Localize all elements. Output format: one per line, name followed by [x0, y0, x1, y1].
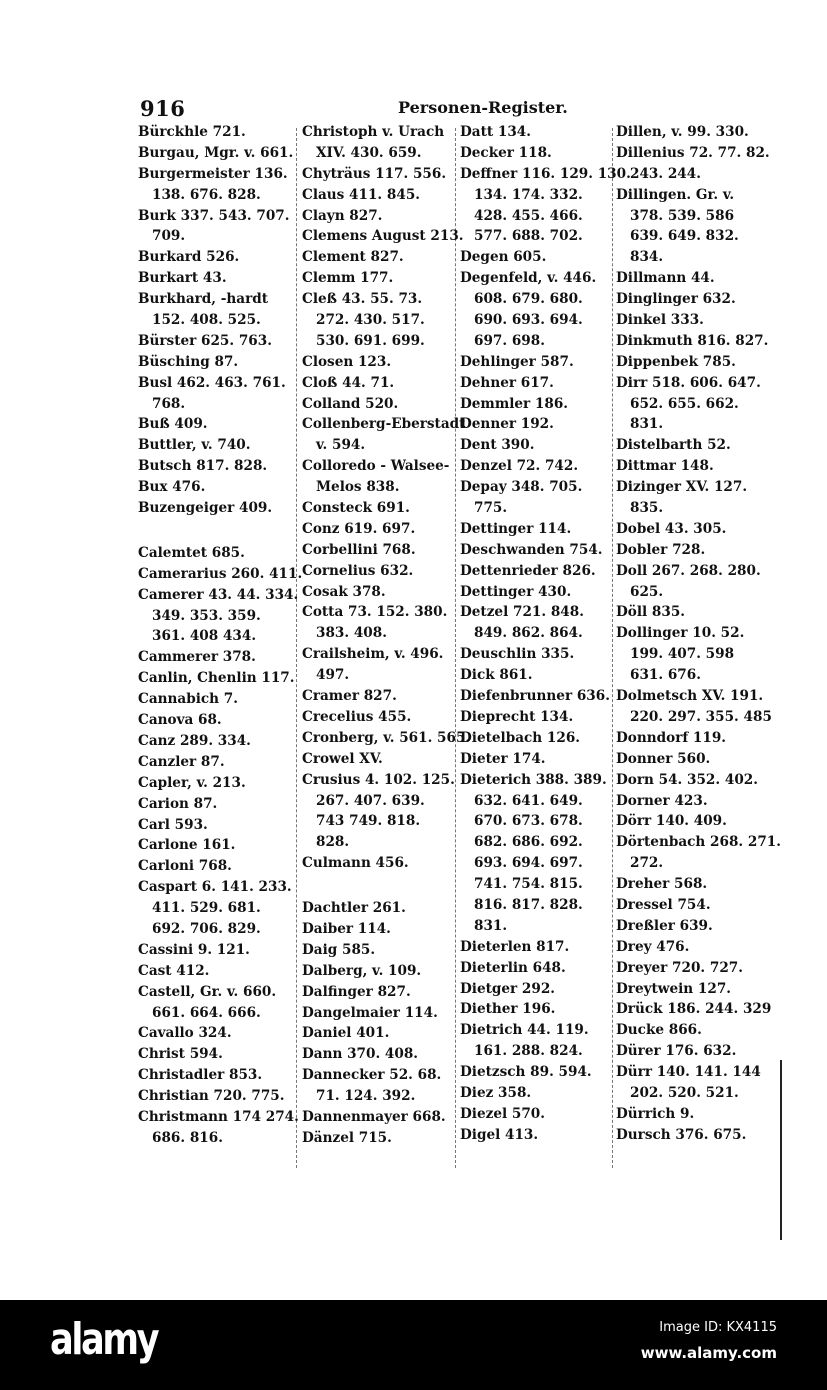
- index-entry-continuation: 816. 817. 828.: [474, 896, 583, 913]
- index-entry: Diether 196.: [460, 1001, 556, 1018]
- page-number: 916: [140, 96, 186, 121]
- index-entry: Distelbarth 52.: [616, 437, 731, 454]
- index-entry-continuation: 828.: [316, 834, 350, 851]
- index-entry: Döll 835.: [616, 604, 686, 621]
- index-entry: Dörr 140. 409.: [616, 813, 727, 830]
- index-entry-continuation: 768.: [152, 395, 186, 412]
- index-entry: Diezel 570.: [460, 1105, 545, 1122]
- index-entry: Bürckhle 721.: [138, 124, 246, 140]
- running-head: Personen-Register.: [398, 98, 568, 117]
- index-entry: Buß 409.: [138, 416, 208, 433]
- index-entry: Burkhard, -hardt: [138, 291, 269, 308]
- index-entry: Dursch 376. 675.: [616, 1126, 747, 1143]
- index-entry: Buttler, v. 740.: [138, 437, 251, 454]
- index-entry: Clayn 827.: [302, 207, 383, 224]
- index-entry-continuation: 349. 353. 359.: [152, 607, 261, 624]
- index-entry: Dangelmaier 114.: [302, 1004, 438, 1021]
- index-entry: Dalberg, v. 109.: [302, 962, 422, 979]
- index-entry-continuation: 631. 676.: [630, 667, 701, 684]
- index-entry: Cannabich 7.: [138, 691, 238, 708]
- index-entry: Canz 289. 334.: [138, 732, 251, 749]
- index-entry: Burk 337. 543. 707.: [138, 207, 290, 224]
- index-entry: Christoph v. Urach: [302, 124, 445, 140]
- index-entry: Digel 413.: [460, 1126, 539, 1143]
- index-entry: Dietrich 44. 119.: [460, 1022, 589, 1039]
- index-entry: Dent 390.: [460, 437, 535, 454]
- index-entry-continuation: 530. 691. 699.: [316, 332, 425, 349]
- index-entry: Burgau, Mgr. v. 661.: [138, 144, 294, 161]
- index-entry-continuation: 383. 408.: [316, 625, 387, 642]
- index-column-4: [616, 122, 781, 1146]
- index-entry: Dressel 754.: [616, 896, 711, 913]
- page-edge-line: [780, 1060, 782, 1240]
- index-entry: Diez 358.: [460, 1084, 532, 1101]
- index-entry: Dick 861.: [460, 667, 533, 684]
- index-entry: Dillingen. Gr. v.: [616, 186, 735, 203]
- index-entry: Degen 605.: [460, 249, 547, 266]
- index-entry: Christian 720. 775.: [138, 1088, 285, 1105]
- index-entry: Burkard 526.: [138, 249, 240, 266]
- index-entry: Bürster 625. 763.: [138, 332, 272, 349]
- index-entry: Busl 462. 463. 761.: [138, 374, 286, 391]
- index-entry-continuation: 202. 520. 521.: [630, 1084, 739, 1101]
- index-entry: Demmler 186.: [460, 395, 569, 412]
- index-entry-continuation: 199. 407. 598: [630, 646, 735, 663]
- index-entry-continuation: 690. 693. 694.: [474, 312, 583, 329]
- watermark-bar: [0, 1300, 827, 1390]
- index-entry-continuation: 243. 244.: [630, 165, 701, 182]
- index-entry: Colland 520.: [302, 395, 399, 412]
- index-entry: Dieter 174.: [460, 750, 546, 767]
- index-entry: Carion 87.: [138, 795, 218, 812]
- index-entry: Denzel 72. 742.: [460, 458, 579, 475]
- index-entry: Ducke 866.: [616, 1022, 702, 1039]
- index-entry: Camerarius 260. 411.: [138, 565, 303, 582]
- index-entry: Deschwanden 754.: [460, 541, 603, 558]
- index-entry: Consteck 691.: [302, 500, 410, 517]
- index-entry: Dürrich 9.: [616, 1105, 695, 1122]
- index-entry: Carlone 161.: [138, 837, 236, 854]
- index-entry: Canlin, Chenlin 117.: [138, 670, 295, 687]
- index-entry: Dehner 617.: [460, 374, 554, 391]
- index-entry-continuation: XIV. 430. 659.: [316, 144, 422, 161]
- index-entry: Clemens August 213.: [302, 228, 464, 245]
- alamy-logo: alamy: [50, 1314, 158, 1365]
- index-entry: Dizinger XV. 127.: [616, 479, 748, 496]
- index-entry-continuation: 661. 664. 666.: [152, 1004, 261, 1021]
- index-entry: Carloni 768.: [138, 858, 232, 875]
- index-entry: Dinglinger 632.: [616, 291, 736, 308]
- index-entry: Dieterlen 817.: [460, 938, 570, 955]
- index-entry: Bux 476.: [138, 479, 206, 496]
- index-entry-continuation: 272. 430. 517.: [316, 312, 425, 329]
- index-entry: Clement 827.: [302, 249, 404, 266]
- index-entry: Christmann 174 274.: [138, 1108, 299, 1125]
- index-entry: Dolmetsch XV. 191.: [616, 688, 764, 705]
- index-entry: Crusius 4. 102. 125.: [302, 771, 455, 788]
- index-entry: Capler, v. 213.: [138, 774, 246, 791]
- index-entry: Crowel XV.: [302, 750, 383, 767]
- index-entry: Dieprecht 134.: [460, 708, 574, 725]
- index-entry: Dannenmayer 668.: [302, 1108, 446, 1125]
- index-entry-continuation: 834.: [630, 249, 664, 266]
- index-column-3: [460, 122, 631, 1146]
- index-entry: Dalfinger 827.: [302, 983, 411, 1000]
- index-entry-continuation: 378. 539. 586: [630, 207, 735, 224]
- index-entry: Canova 68.: [138, 712, 222, 729]
- index-entry: Drück 186. 244. 329: [616, 1001, 772, 1018]
- index-entry: Collenberg-Eberstadt: [302, 416, 466, 433]
- index-entry-continuation: 220. 297. 355. 485: [630, 708, 772, 725]
- index-entry-continuation: 428. 455. 466.: [474, 207, 583, 224]
- index-entry: Donner 560.: [616, 750, 711, 767]
- index-entry: Degenfeld, v. 446.: [460, 270, 597, 287]
- index-entry: Chyträus 117. 556.: [302, 165, 447, 182]
- index-entry: Canzler 87.: [138, 753, 225, 770]
- index-entry: Dannecker 52. 68.: [302, 1067, 442, 1084]
- index-entry: Dreher 568.: [616, 876, 708, 893]
- index-entry: Buzengeiger 409.: [138, 500, 273, 517]
- index-entry: Dinkel 333.: [616, 312, 704, 329]
- index-entry: Christ 594.: [138, 1046, 223, 1063]
- index-entry: Carl 593.: [138, 816, 208, 833]
- index-entry: Dettinger 430.: [460, 583, 572, 600]
- index-entry-continuation: 71. 124. 392.: [316, 1088, 416, 1105]
- index-entry-continuation: 272.: [630, 855, 664, 872]
- index-entry-continuation: 849. 862. 864.: [474, 625, 583, 642]
- index-entry: Deffner 116. 129. 130.: [460, 165, 631, 182]
- index-entry-continuation: 831.: [474, 917, 508, 934]
- index-entry: Doll 267. 268. 280.: [616, 562, 761, 579]
- index-entry: Dorner 423.: [616, 792, 708, 809]
- index-entry: Dittmar 148.: [616, 458, 714, 475]
- index-entry-continuation: 134. 174. 332.: [474, 186, 583, 203]
- index-entry: Dirr 518. 606. 647.: [616, 374, 761, 391]
- index-entry: Dollinger 10. 52.: [616, 625, 745, 642]
- index-entry: Diefenbrunner 636.: [460, 688, 610, 705]
- index-entry: Dörtenbach 268. 271.: [616, 834, 781, 851]
- index-entry-continuation: 138. 676. 828.: [152, 186, 261, 203]
- index-entry: Burgermeister 136.: [138, 165, 288, 182]
- index-entry: Cotta 73. 152. 380.: [302, 604, 448, 621]
- index-entry: Conz 619. 697.: [302, 520, 416, 537]
- index-entry-continuation: 682. 686. 692.: [474, 834, 583, 851]
- index-entry: Christadler 853.: [138, 1067, 263, 1084]
- index-entry: Cramer 827.: [302, 688, 397, 705]
- index-entry: Dillen, v. 99. 330.: [616, 124, 749, 140]
- index-entry: Claus 411. 845.: [302, 186, 421, 203]
- index-entry: Dänzel 715.: [302, 1129, 392, 1146]
- index-entry-continuation: 652. 655. 662.: [630, 395, 739, 412]
- index-entry: Cronberg, v. 561. 565.: [302, 729, 471, 746]
- index-entry: Dreßler 639.: [616, 917, 713, 934]
- index-entry: Dettinger 114.: [460, 520, 572, 537]
- index-entry-continuation: 692. 706. 829.: [152, 920, 261, 937]
- index-entry: Cosak 378.: [302, 583, 386, 600]
- index-entry: Cavallo 324.: [138, 1025, 232, 1042]
- index-entry: Dettenrieder 826.: [460, 562, 596, 579]
- index-column-2: [302, 122, 471, 1149]
- index-entry-continuation: Melos 838.: [316, 479, 400, 496]
- index-entry-continuation: 361. 408 434.: [152, 628, 257, 645]
- index-column-1: [138, 122, 303, 1149]
- index-entry: Deuschlin 335.: [460, 646, 575, 663]
- index-entry: Dürer 176. 632.: [616, 1043, 737, 1060]
- index-entry-continuation: 835.: [630, 500, 664, 517]
- index-entry-continuation: 267. 407. 639.: [316, 792, 425, 809]
- index-entry: Closen 123.: [302, 353, 392, 370]
- index-entry-continuation: v. 594.: [316, 437, 366, 454]
- site-url: www.alamy.com: [640, 1344, 777, 1362]
- index-entry: Depay 348. 705.: [460, 479, 583, 496]
- index-entry: Cammerer 378.: [138, 649, 256, 666]
- index-entry: Crecelius 455.: [302, 708, 412, 725]
- index-entry: Daig 585.: [302, 941, 376, 958]
- index-entry: Cleß 43. 55. 73.: [302, 291, 423, 308]
- image-id: Image ID: KX4115: [659, 1320, 777, 1335]
- index-entry: Dehlinger 587.: [460, 353, 574, 370]
- index-entry-continuation: 741. 754. 815.: [474, 876, 583, 893]
- index-entry: Dürr 140. 141. 144: [616, 1064, 761, 1081]
- index-entry: Büsching 87.: [138, 353, 239, 370]
- index-entry: Donndorf 119.: [616, 729, 727, 746]
- index-entry: Dinkmuth 816. 827.: [616, 332, 769, 349]
- index-entry: Dobel 43. 305.: [616, 520, 727, 537]
- index-entry-continuation: 625.: [630, 583, 664, 600]
- index-entry: Dietger 292.: [460, 980, 556, 997]
- index-entry: Butsch 817. 828.: [138, 458, 268, 475]
- section-gap: [138, 519, 298, 543]
- index-entry-continuation: 775.: [474, 500, 508, 517]
- index-entry: Dippenbek 785.: [616, 353, 736, 370]
- index-entry: Dieterich 388. 389.: [460, 771, 607, 788]
- index-entry-continuation: 686. 816.: [152, 1129, 223, 1146]
- index-entry: Cast 412.: [138, 962, 210, 979]
- index-entry: Culmann 456.: [302, 855, 409, 872]
- index-entry: Daiber 114.: [302, 920, 391, 937]
- index-entry-continuation: 831.: [630, 416, 664, 433]
- index-entry: Drey 476.: [616, 938, 690, 955]
- index-entry: Dobler 728.: [616, 541, 706, 558]
- index-entry: Dillenius 72. 77. 82.: [616, 144, 770, 161]
- index-entry: Cornelius 632.: [302, 562, 414, 579]
- index-entry: Calemtet 685.: [138, 544, 245, 561]
- index-entry: Dietelbach 126.: [460, 729, 581, 746]
- index-entry: Dietzsch 89. 594.: [460, 1064, 592, 1081]
- index-entry: Colloredo - Walsee-: [302, 458, 450, 475]
- index-entry: Daniel 401.: [302, 1025, 390, 1042]
- index-entry: Cassini 9. 121.: [138, 941, 250, 958]
- index-entry-continuation: 743 749. 818.: [316, 813, 421, 830]
- index-entry-continuation: 497.: [316, 667, 350, 684]
- index-entry: Dorn 54. 352. 402.: [616, 771, 758, 788]
- index-entry: Corbellini 768.: [302, 541, 416, 558]
- index-entry-continuation: 152. 408. 525.: [152, 312, 261, 329]
- index-entry: Cloß 44. 71.: [302, 374, 395, 391]
- index-entry: Datt 134.: [460, 124, 531, 140]
- section-gap: [302, 874, 462, 898]
- index-entry: Detzel 721. 848.: [460, 604, 584, 621]
- index-entry: Denner 192.: [460, 416, 554, 433]
- index-entry: Dieterlin 648.: [460, 959, 566, 976]
- index-entry-continuation: 577. 688. 702.: [474, 228, 583, 245]
- index-entry: Dreyer 720. 727.: [616, 959, 743, 976]
- index-entry-continuation: 697. 698.: [474, 332, 545, 349]
- index-entry: Dann 370. 408.: [302, 1046, 419, 1063]
- index-entry: Castell, Gr. v. 660.: [138, 983, 277, 1000]
- index-entry-continuation: 670. 673. 678.: [474, 813, 583, 830]
- index-entry-continuation: 693. 694. 697.: [474, 855, 583, 872]
- index-entry: Burkart 43.: [138, 270, 227, 287]
- index-entry-continuation: 709.: [152, 228, 186, 245]
- index-entry: Dillmann 44.: [616, 270, 715, 287]
- index-entry: Dachtler 261.: [302, 900, 406, 917]
- index-entry: Caspart 6. 141. 233.: [138, 879, 292, 896]
- index-entry: Camerer 43. 44. 334.: [138, 586, 299, 603]
- index-entry-continuation: 632. 641. 649.: [474, 792, 583, 809]
- index-entry-continuation: 411. 529. 681.: [152, 900, 261, 917]
- index-entry: Decker 118.: [460, 144, 552, 161]
- index-entry: Clemm 177.: [302, 270, 394, 287]
- index-entry-continuation: 639. 649. 832.: [630, 228, 739, 245]
- index-entry-continuation: 608. 679. 680.: [474, 291, 583, 308]
- index-entry: Dreytwein 127.: [616, 980, 732, 997]
- index-entry-continuation: 161. 288. 824.: [474, 1043, 583, 1060]
- index-entry: Crailsheim, v. 496.: [302, 646, 444, 663]
